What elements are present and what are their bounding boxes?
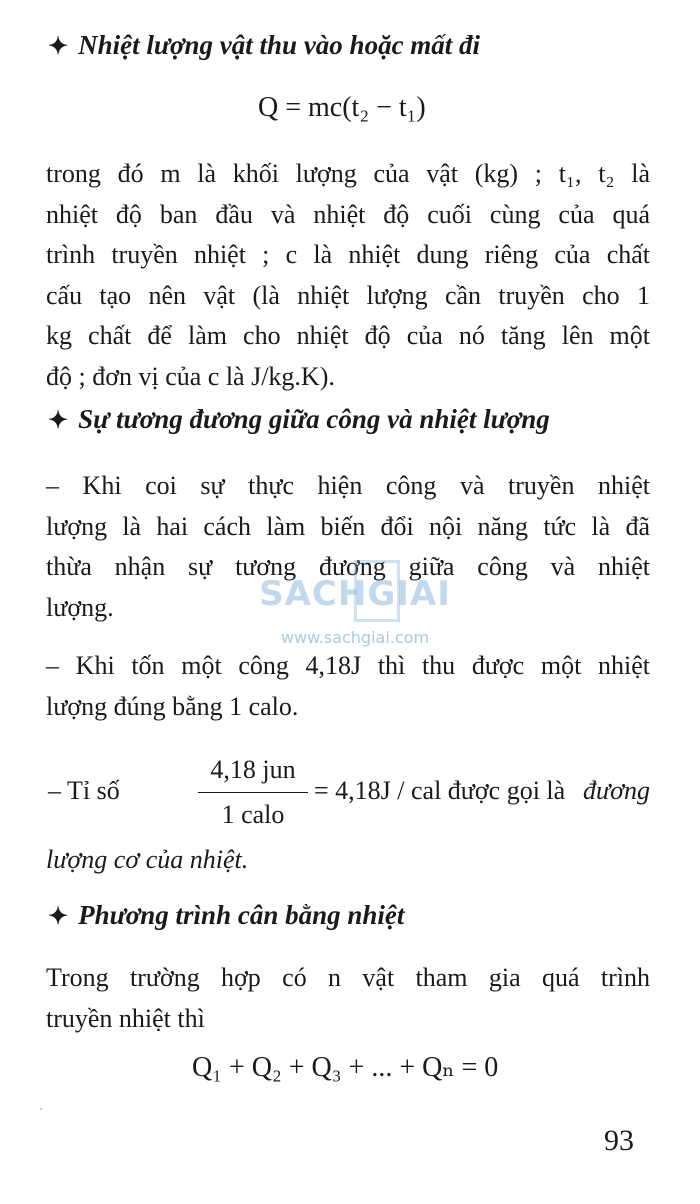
- diamond-bullet-icon: ✦: [48, 904, 69, 930]
- section-heading-heat: [48, 30, 480, 61]
- ratio-equation: [46, 752, 650, 832]
- heading-text: Nhiệt lượng vật thu vào hoặc mất đi: [78, 30, 481, 60]
- page-number: 93: [604, 1124, 634, 1157]
- ratio-fraction: [198, 752, 308, 833]
- ratio-prefix: – Tỉ số: [48, 776, 120, 805]
- equivalence-paragraph-2: [46, 646, 650, 727]
- text-line: cấu tạo nên vật (là nhiệt lượng cần truyền cho 1: [46, 280, 650, 310]
- section-heading-equivalence: [48, 404, 550, 435]
- scan-speck: [40, 1108, 42, 1110]
- heat-definition-paragraph: [46, 154, 650, 397]
- text-line: truyền nhiệt thì: [46, 1003, 205, 1033]
- ratio-result: = 4,18J / cal được gọi là: [314, 776, 566, 805]
- text-line: lượng là hai cách làm biến đổi nội năng tức là đã: [46, 511, 650, 541]
- text-line: nhiệt độ ban đầu và nhiệt độ cuối cùng của quá: [46, 199, 650, 229]
- heading-text: Phương trình cân bằng nhiệt: [78, 900, 405, 930]
- text-line: lượng cơ của nhiệt.: [46, 845, 249, 874]
- watermark-title: SACHGIAI: [259, 574, 451, 614]
- text-line: kg chất để làm cho nhiệt độ của nó tăng lên một: [46, 321, 650, 350]
- heading-text: Sự tương đương giữa công và nhiệt lượng: [78, 404, 550, 434]
- balance-paragraph: [46, 958, 650, 1039]
- fraction-bar: [198, 792, 308, 793]
- text-line: trình truyền nhiệt ; c là nhiệt dung riêng của chất: [46, 240, 650, 269]
- text-line: – Khi tốn một công 4,18J thì thu được một nhiệt: [46, 651, 650, 680]
- diamond-bullet-icon: ✦: [48, 34, 69, 60]
- heat-formula: Q = mc(t₂ − t₁): [258, 92, 426, 123]
- text-line: lượng.: [46, 592, 114, 622]
- text-line: lượng đúng bằng 1 calo.: [46, 691, 299, 721]
- text-line: thừa nhận sự tương đương giữa công và nhiệt: [46, 552, 650, 581]
- diamond-bullet-icon: ✦: [48, 408, 69, 434]
- section-heading-balance: [48, 900, 404, 931]
- balance-formula: Q₁ + Q₂ + Q₃ + ... + Qₙ = 0: [192, 1052, 499, 1083]
- ratio-term-start: đương: [582, 776, 650, 805]
- watermark-url: www.sachgiai.com: [280, 628, 430, 647]
- text-line: độ ; đơn vị của c là J/kg.K).: [46, 361, 335, 391]
- fraction-numerator: 4,18 jun: [210, 755, 296, 784]
- text-line: trong đó m là khối lượng của vật (kg) ; t₁, t₂ là: [46, 159, 650, 188]
- text-line: – Khi coi sự thực hiện công và truyền nhiệt: [46, 471, 650, 500]
- equivalence-paragraph-1: [46, 466, 650, 628]
- text-line: Trong trường hợp có n vật tham gia quá trình: [46, 963, 650, 992]
- fraction-denominator: 1 calo: [221, 800, 285, 829]
- ratio-term-continuation: [46, 840, 650, 881]
